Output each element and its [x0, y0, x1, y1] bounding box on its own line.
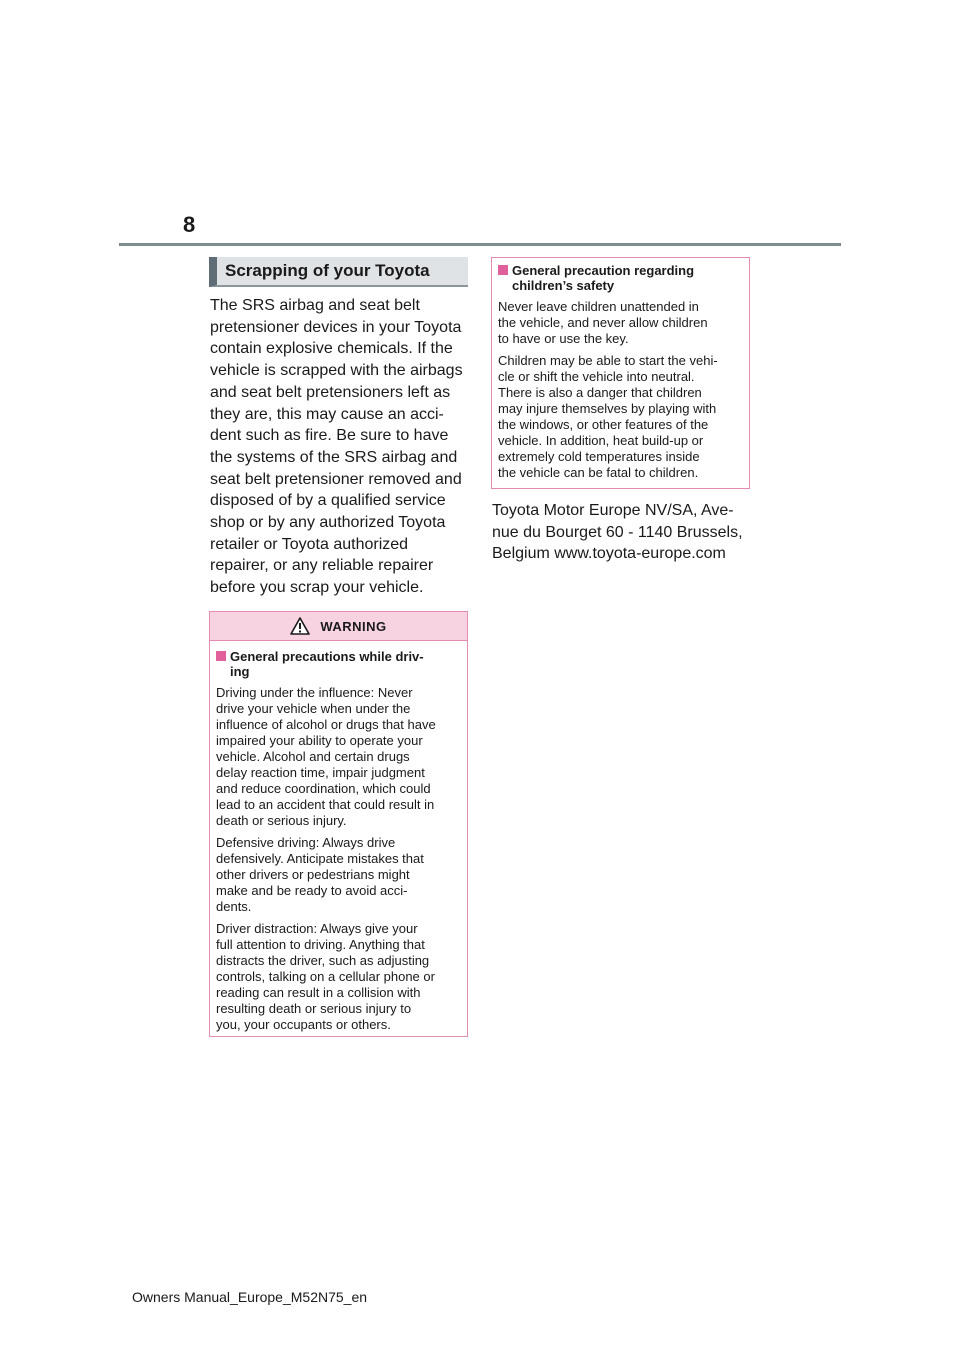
text-line: repairer, or any reliable repairer [210, 557, 434, 575]
text-line: dent such as fire. Be sure to have [210, 427, 449, 445]
warning-paragraph: Driver distraction: Always give your full attention to driving. Anything that distracts the driver, such as adjusting controls, talking on a cellular phone or reading can result in a collision with resulting death or serious injury to you, your occupants or others. [216, 921, 435, 1032]
text-line: contain explosive chemicals. If the [210, 340, 453, 358]
children-safety-box [491, 257, 750, 489]
text-line: seat belt pretensioner removed and [210, 470, 462, 488]
heading-line: General precautions while driv- [230, 649, 424, 664]
text-line: disposed of by a qualified service [210, 492, 446, 510]
text-line: retailer or Toyota authorized [210, 535, 409, 553]
warning-triangle-icon [290, 617, 310, 635]
heading-line: children’s safety [512, 278, 615, 293]
warning-header [210, 612, 467, 641]
heading-line: General precaution regarding [512, 263, 695, 278]
address-block [492, 500, 762, 565]
heading-line: ing [230, 664, 250, 679]
warning-paragraph: Defensive driving: Always drive defensively. Anticipate mistakes that other drivers or pedestrians might make and be ready to avoid acci- dents. [216, 835, 424, 914]
text-line: vehicle is scrapped with the airbags [210, 362, 463, 380]
text-line: shop or by any authorized Toyota [210, 514, 446, 532]
warning-box [209, 611, 468, 1037]
text-line: they are, this may cause an acci- [210, 405, 444, 423]
text-line: The SRS airbag and seat belt [210, 297, 420, 314]
text-line: pretensioner devices in your Toyota [210, 318, 462, 336]
footer-text: Owners Manual_Europe_M52N75_en [132, 1289, 368, 1305]
header-rule [119, 243, 841, 246]
text-line: before you scrap your vehicle. [210, 579, 424, 597]
address-line: nue du Bourget 60 - 1140 Brussels, [492, 523, 743, 541]
square-bullet-icon [216, 651, 226, 661]
warning-paragraph: Driving under the influence: Never drive your vehicle when under the influence of alcohol or drugs that have impaired your ability to operate your vehicle. Alcohol and certain drugs delay reaction time, impair judgment and reduce coordination, which could lead to an accident that could result in death or serious injury. [216, 685, 436, 828]
page-number: 8 [183, 212, 196, 237]
text-line: the systems of the SRS airbag and [210, 448, 458, 466]
warning-body [210, 641, 467, 1033]
warning-subheading [216, 649, 461, 679]
warning-label: WARNING [320, 618, 387, 634]
children-subheading [498, 263, 743, 293]
children-paragraph: Never leave children unattended in the vehicle, and never allow children to have or use the key. [498, 299, 708, 346]
address-line: Belgium www.toyota-europe.com [492, 545, 726, 563]
section-heading: Scrapping of your Toyota [209, 257, 468, 287]
children-paragraph: Children may be able to start the vehi- cle or shift the vehicle into neutral. There is also a danger that children may injure themselves by playing with the windows, or other features of the vehicle. In addition, heat build-up or extremely cold temperatures inside the vehicle can be fatal to children. [498, 353, 718, 480]
text-line: and seat belt pretensioners left as [210, 383, 451, 401]
address-line: Toyota Motor Europe NV/SA, Ave- [492, 502, 734, 519]
square-bullet-icon [498, 265, 508, 275]
scrapping-body [210, 295, 470, 599]
